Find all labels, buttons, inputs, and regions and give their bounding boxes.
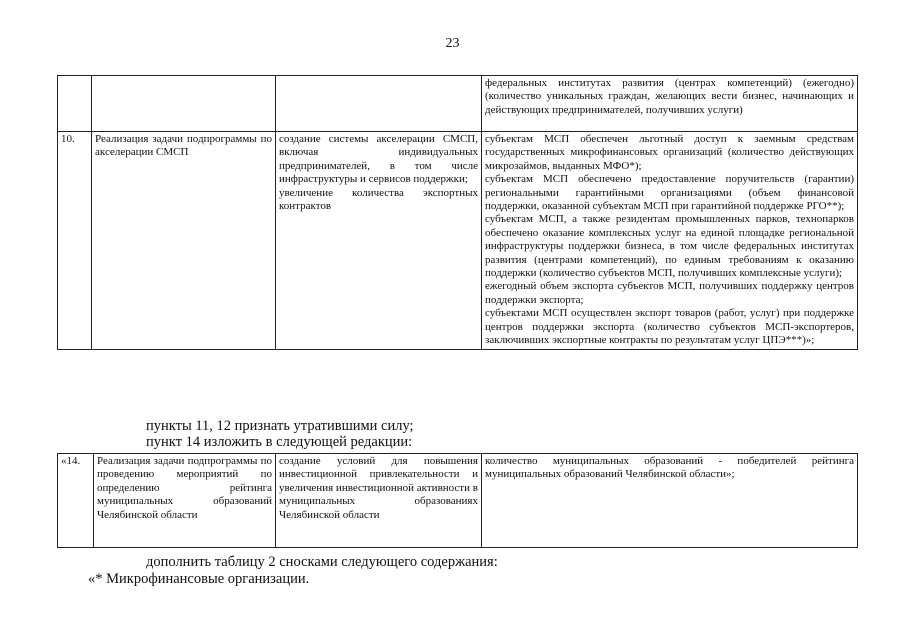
cell-num-empty bbox=[58, 76, 92, 132]
cell-indicator-10 bbox=[482, 132, 858, 350]
table-row-14 bbox=[58, 454, 858, 548]
cell-result-14: создание условий для повышения инвестиционной привлекательности и увеличения инвестиционной активности в муниципальных образованиях Челябинской области bbox=[276, 454, 482, 548]
cell-task-14: Реализация задачи подпрограммы по проведению мероприятий по определению рейтинга муниципальных образований Челябинской области bbox=[94, 454, 276, 548]
paragraph-footnotes: дополнить таблицу 2 сносками следующего содержания: bbox=[146, 554, 498, 570]
indicator-item: ежегодный объем экспорта субъектов МСП, получивших поддержку центров поддержки экспорта; bbox=[485, 280, 854, 306]
indicator-item: субъектами МСП осуществлен экспорт товаров (работ, услуг) при поддержке центров поддержки экспорта (количество субъектов МСП-экспортеров, заключивших экспортные контракты по результатам услуг ЦПЭ***)»; bbox=[485, 307, 854, 347]
cell-task-empty bbox=[92, 76, 276, 132]
indicator-item: субъектам МСП обеспечено предоставление поручительств (гарантии) региональными гарантийными организациями (объем финансовой поддержки, оказанной субъектам МСП при гарантийной поддержке РГО**); bbox=[485, 173, 854, 213]
paragraph-footnote-1: «* Микрофинансовые организации. bbox=[88, 571, 310, 587]
cell-result-10 bbox=[276, 132, 482, 350]
paragraph-items-11-12: пункты 11, 12 признать утратившими силу; bbox=[146, 418, 414, 434]
indicator-item: субъектам МСП обеспечен льготный доступ к заемным средствам государственных микрофинансовых организаций (количество действующих микрозаймов, выданных МФО*); bbox=[485, 133, 854, 172]
table-row-10 bbox=[58, 132, 858, 350]
table-row-continued bbox=[58, 76, 858, 132]
table-subprogram-tasks bbox=[57, 75, 858, 350]
cell-indicator-continued: федеральных институтах развития (центрах компетенций) (ежегодно) (количество уникальных граждан, желающих вести бизнес, начинающих и действующих предпринимателей, получивших услуги) bbox=[482, 76, 858, 132]
result-item: увеличение количества экспортных контрактов bbox=[279, 186, 478, 213]
result-item: создание системы акселерации СМСП, включая индивидуальных предпринимателей, в том числе инфраструктуры и сервисов поддержки; bbox=[279, 133, 478, 186]
table-item-14 bbox=[57, 453, 858, 548]
cell-num-10: 10. bbox=[58, 132, 92, 350]
cell-result-empty bbox=[276, 76, 482, 132]
cell-indicator-14: количество муниципальных образований - победителей рейтинга муниципальных образований Челябинской области»; bbox=[482, 454, 858, 548]
cell-num-14: «14. bbox=[58, 454, 94, 548]
indicator-item: субъектам МСП, а также резидентам промышленных парков, технопарков обеспечено оказание комплексных услуг на единой площадке региональной инфраструктуры поддержки бизнеса, в том числе федеральных институтах развития (центрами компетенций), по единым требованиям к оказанию поддержки (количество субъектов МСП, получивших комплексные услуги); bbox=[485, 213, 854, 280]
page-number: 23 bbox=[445, 36, 460, 51]
cell-task-10: Реализация задачи подпрограммы по акселерации СМСП bbox=[92, 132, 276, 350]
paragraph-item-14: пункт 14 изложить в следующей редакции: bbox=[146, 434, 413, 450]
